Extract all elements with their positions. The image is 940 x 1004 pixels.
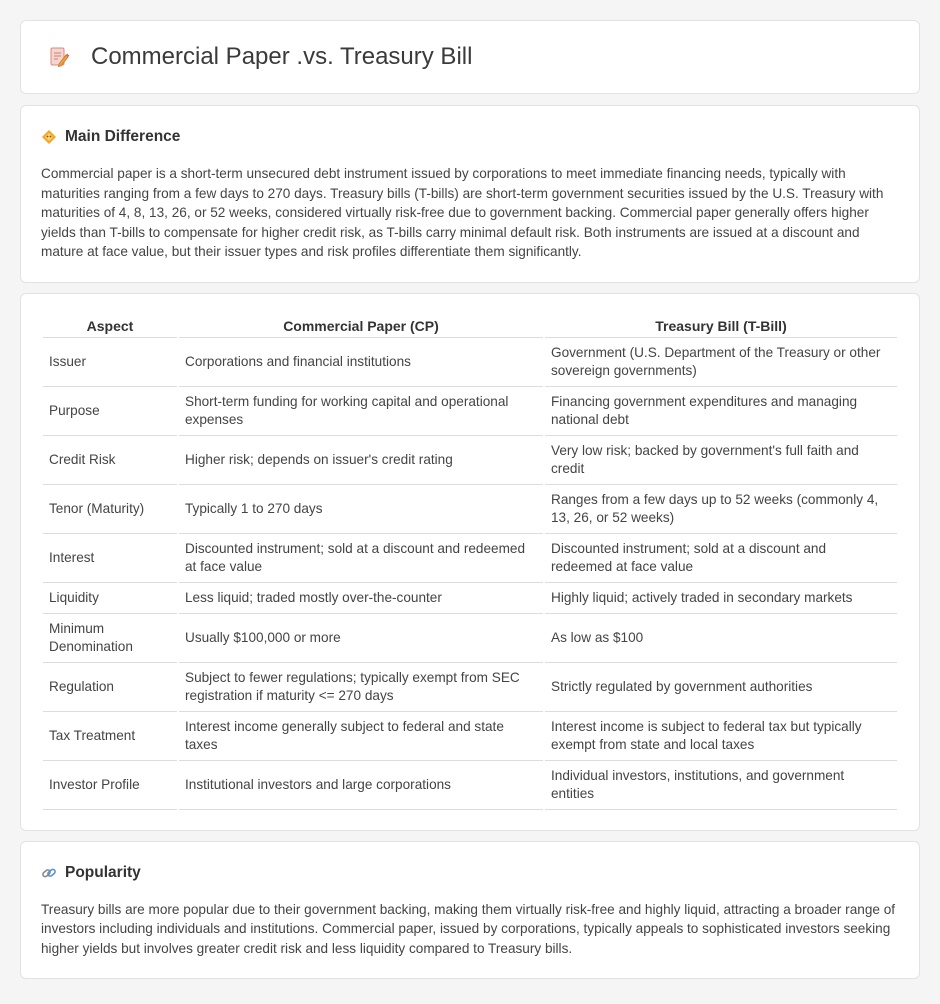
cell-cp: Typically 1 to 270 days [179, 485, 543, 534]
cell-aspect: Regulation [43, 663, 177, 712]
cell-tbill: Discounted instrument; sold at a discount and redeemed at face value [545, 534, 897, 583]
cell-aspect: Minimum Denomination [43, 614, 177, 663]
popularity-heading [41, 864, 899, 882]
cell-tbill: Ranges from a few days up to 52 weeks (commonly 4, 13, 26, or 52 weeks) [545, 485, 897, 534]
link-icon [41, 865, 57, 881]
cell-cp: Interest income generally subject to federal and state taxes [179, 712, 543, 761]
cell-aspect: Tax Treatment [43, 712, 177, 761]
cell-tbill: Government (U.S. Department of the Treasury or other sovereign governments) [545, 338, 897, 387]
cell-aspect: Interest [43, 534, 177, 583]
cell-tbill: Very low risk; backed by government's full faith and credit [545, 436, 897, 485]
cell-cp: Discounted instrument; sold at a discount and redeemed at face value [179, 534, 543, 583]
cell-tbill: Interest income is subject to federal tax but typically exempt from state and local taxes [545, 712, 897, 761]
cell-tbill: As low as $100 [545, 614, 897, 663]
cell-aspect: Purpose [43, 387, 177, 436]
header-aspect: Aspect [43, 314, 177, 338]
page-title: Commercial Paper .vs. Treasury Bill [91, 43, 473, 70]
comparison-table-card [20, 293, 920, 831]
main-difference-title: Main Difference [65, 128, 181, 145]
popularity-text: Treasury bills are more popular due to their government backing, making them virtually risk-free and highly liquid, attracting a broader range of investors including individuals and institutions. Commercial paper, issued by corporations, typically appeals to sophisticated investors seeking higher yields but involves greater credit risk and less liquidity compared to Treasury bills. [41, 901, 896, 956]
table-row [43, 436, 897, 485]
diamond-icon [41, 129, 57, 145]
cell-cp: Higher risk; depends on issuer's credit rating [179, 436, 543, 485]
main-difference-section [20, 105, 920, 283]
cell-cp: Corporations and financial institutions [179, 338, 543, 387]
table-row [43, 583, 897, 614]
cell-cp: Institutional investors and large corporations [179, 761, 543, 810]
table-row [43, 338, 897, 387]
header-treasury-bill: Treasury Bill (T-Bill) [545, 314, 897, 338]
header-commercial-paper: Commercial Paper (CP) [179, 314, 543, 338]
main-difference-heading [41, 128, 899, 146]
table-row [43, 761, 897, 810]
cell-tbill: Highly liquid; actively traded in secondary markets [545, 583, 897, 614]
table-row [43, 614, 897, 663]
popularity-section [20, 841, 920, 980]
table-row [43, 485, 897, 534]
main-difference-text: Commercial paper is a short-term unsecured debt instrument issued by corporations to meet immediate financing needs, typically with maturities ranging from a few days to 270 days. Treasury bills (T-bills) are short-term government securities issued by the U.S. Treasury with maturities of 4, 8, 13, 26, or 52 weeks, considered virtually risk-free due to government backing. Commercial paper generally offers higher yields than T-bills to compensate for higher credit risk, as T-bills carry minimal default risk. Both instruments are issued at a discount and mature at face value, but their issuer types and risk profiles differentiate them significantly. [41, 166, 884, 259]
table-row [43, 534, 897, 583]
cell-aspect: Investor Profile [43, 761, 177, 810]
table-row [43, 712, 897, 761]
cell-aspect: Credit Risk [43, 436, 177, 485]
cell-tbill: Strictly regulated by government authorities [545, 663, 897, 712]
table-row [43, 663, 897, 712]
popularity-title: Popularity [65, 863, 141, 881]
cell-aspect: Tenor (Maturity) [43, 485, 177, 534]
document-pencil-icon [47, 45, 71, 69]
cell-aspect: Issuer [43, 338, 177, 387]
table-row [43, 387, 897, 436]
table-header-row [43, 314, 897, 338]
cell-tbill: Financing government expenditures and managing national debt [545, 387, 897, 436]
cell-cp: Usually $100,000 or more [179, 614, 543, 663]
cell-aspect: Liquidity [43, 583, 177, 614]
cell-cp: Short-term funding for working capital and operational expenses [179, 387, 543, 436]
cell-cp: Subject to fewer regulations; typically exempt from SEC registration if maturity <= 270 days [179, 663, 543, 712]
header-card [20, 20, 920, 94]
comparison-table [41, 314, 899, 810]
cell-tbill: Individual investors, institutions, and government entities [545, 761, 897, 810]
cell-cp: Less liquid; traded mostly over-the-counter [179, 583, 543, 614]
